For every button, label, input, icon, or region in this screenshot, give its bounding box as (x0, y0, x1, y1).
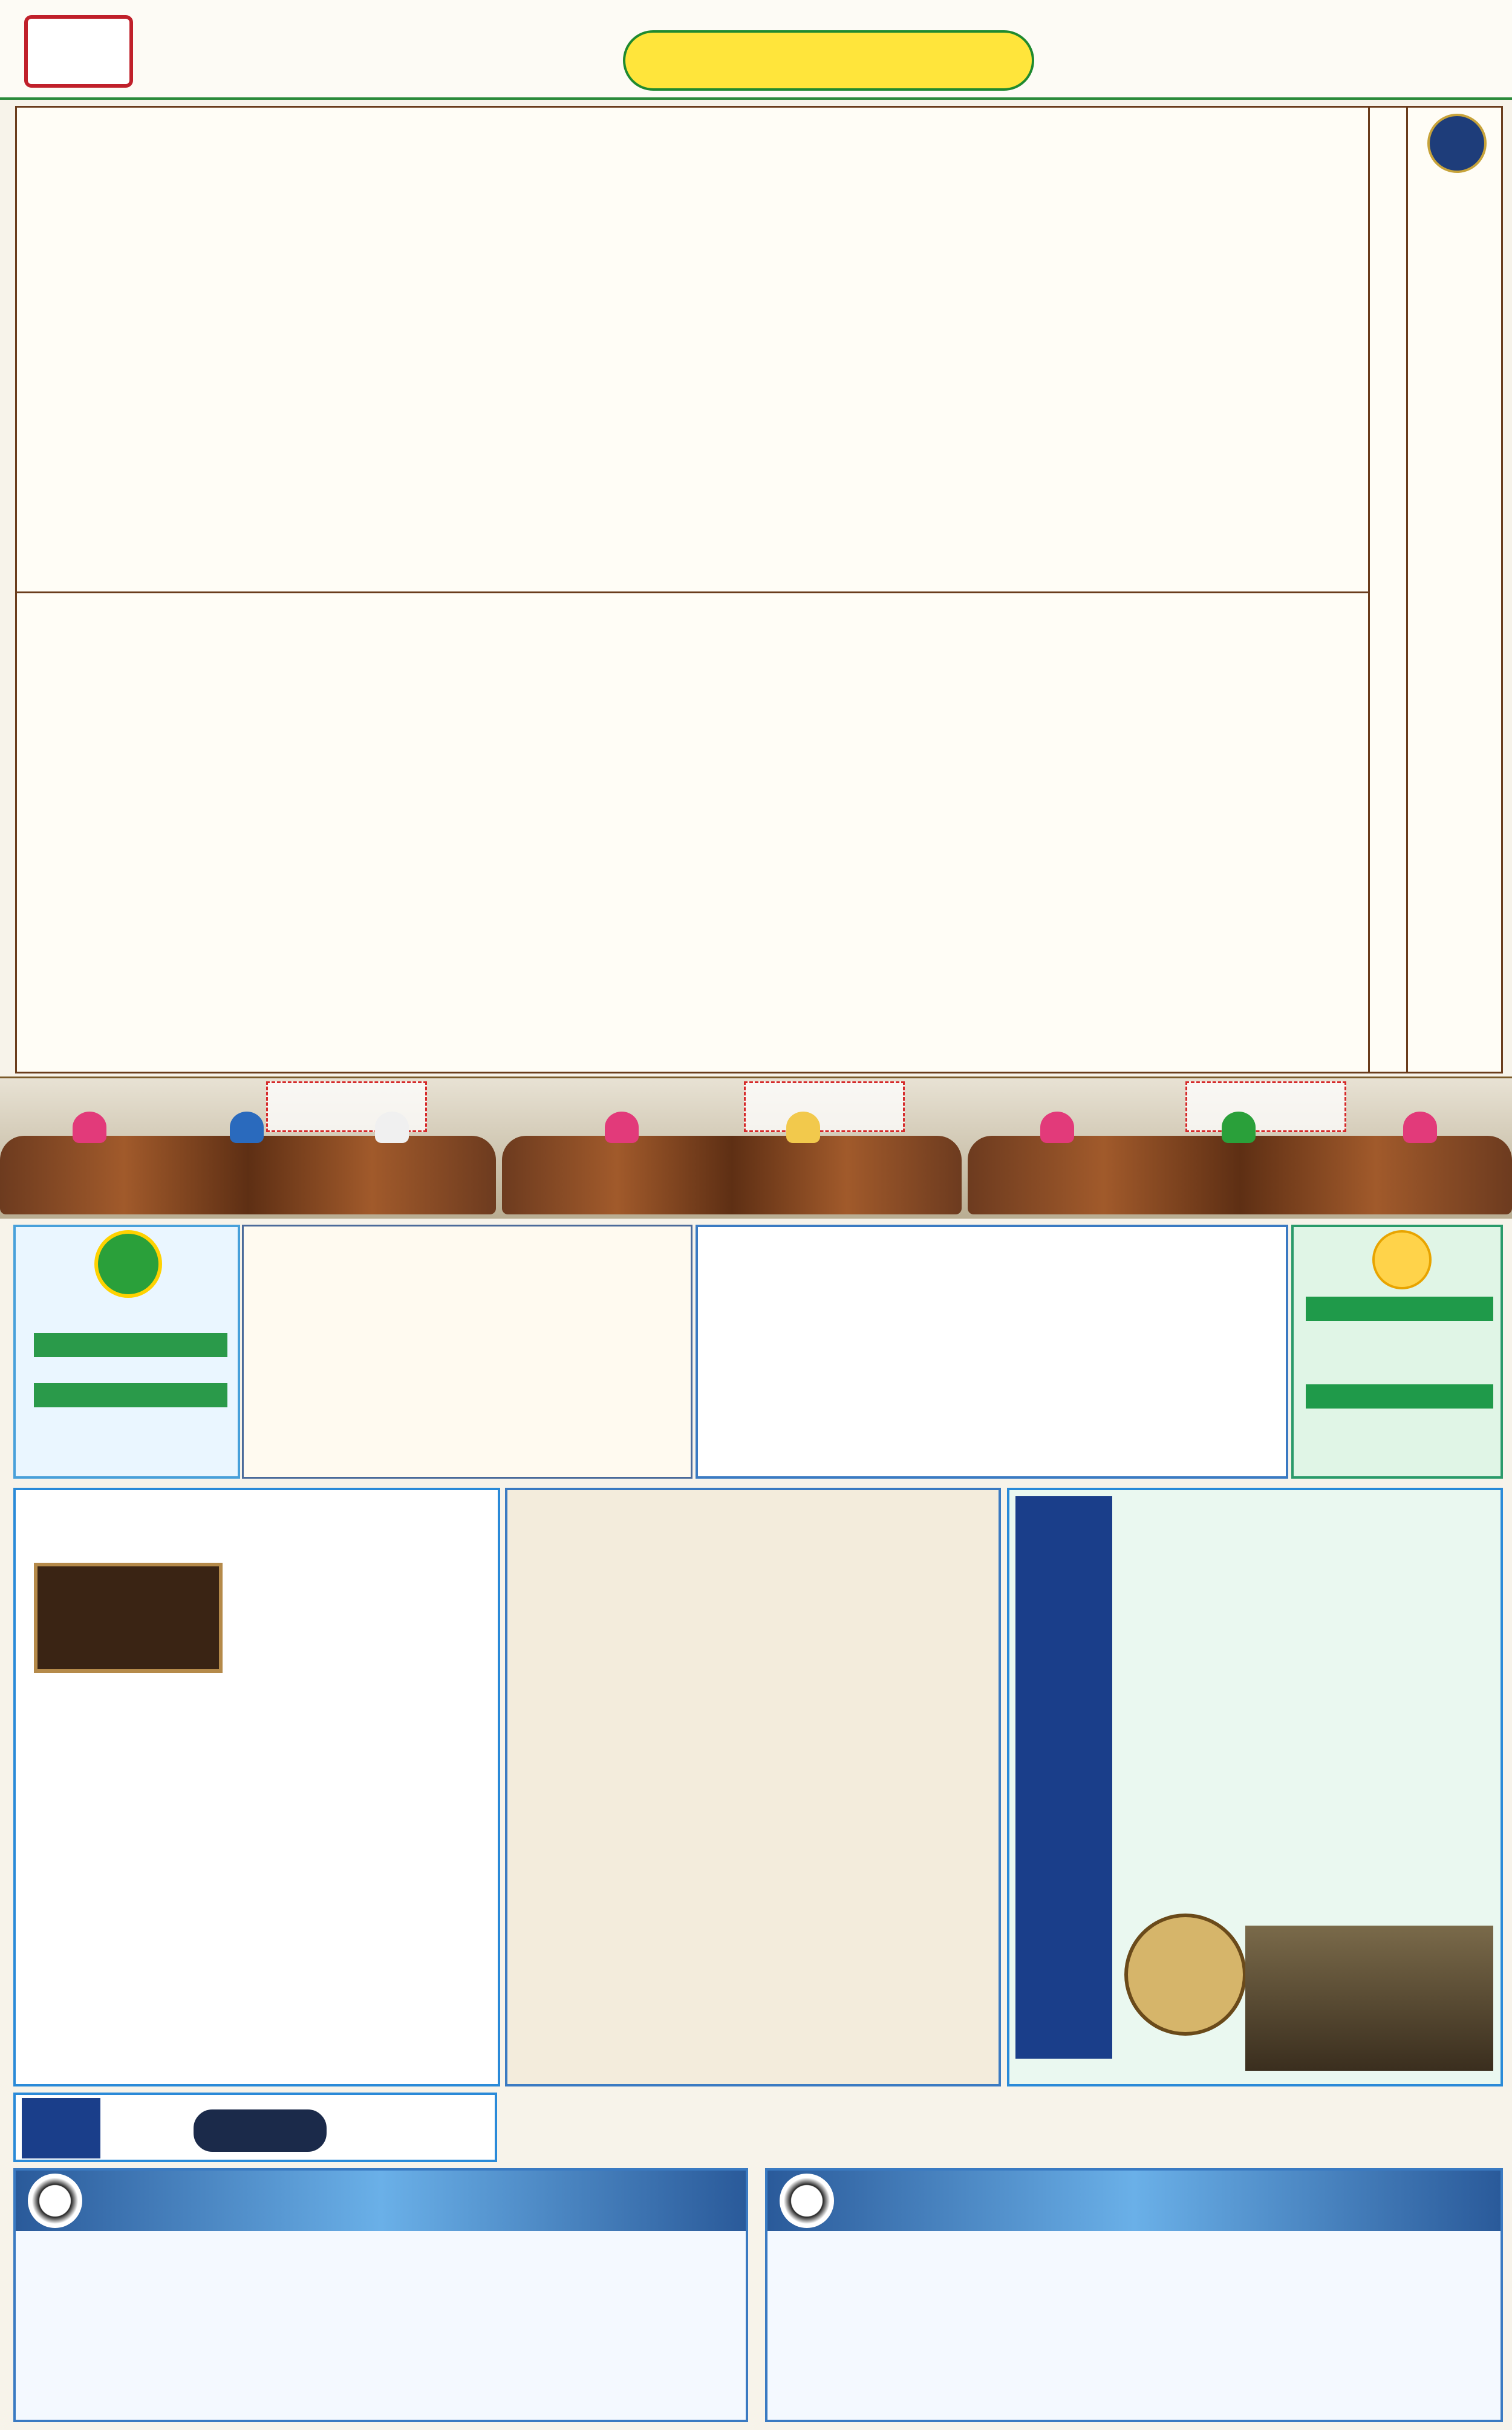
cold-picks-strip (0, 1077, 1512, 1219)
racehorse-photo-right (968, 1136, 1512, 1214)
soccer-banner (767, 2171, 1501, 2231)
jockey-silk-icon (1040, 1112, 1074, 1143)
abacus-image (34, 1563, 223, 1673)
q-badge-icon (1372, 1230, 1432, 1289)
issue-strip (13, 2093, 497, 2162)
jockey-silk-icon (605, 1112, 639, 1143)
race-row-top (17, 108, 1372, 588)
p-race-2 (34, 1383, 227, 1407)
article-vertical-headline (1015, 1496, 1112, 2059)
racehorse-photo-center (502, 1136, 962, 1214)
issue-number (22, 2098, 100, 2158)
article-iron-plate (13, 1488, 500, 2086)
p-race-1 (34, 1333, 227, 1357)
jockey-silk-icon (1403, 1112, 1437, 1143)
brand-logo (24, 15, 133, 88)
article-fengshui (1007, 1488, 1503, 2086)
jockey-silk-icon (375, 1112, 409, 1143)
soccer-ball-icon (780, 2174, 834, 2228)
selection-race-2 (1306, 1384, 1493, 1409)
masthead-banner (623, 30, 1034, 91)
soccer-odds-right (765, 2168, 1503, 2422)
qt-analysis-text (710, 1312, 1285, 1475)
race-tips-panel (242, 1225, 692, 1479)
cold-pick-3 (1185, 1081, 1346, 1132)
race-legend-column (1370, 106, 1406, 1073)
bagua-compass-icon (1124, 1914, 1246, 2036)
p-badge-icon (94, 1230, 162, 1298)
soccer-banner (16, 2171, 746, 2231)
jockey-silk-icon (786, 1112, 820, 1143)
selection-box (1291, 1225, 1503, 1479)
jockey-silk-icon (73, 1112, 106, 1143)
selection-race-1 (1306, 1297, 1493, 1321)
cold-pick-2 (744, 1081, 905, 1132)
race-card-grid (15, 106, 1370, 1073)
room-photo (1245, 1926, 1493, 2071)
jockey-silk-icon (230, 1112, 264, 1143)
soccer-ball-icon (28, 2174, 82, 2228)
racehorse-photo-left (0, 1136, 496, 1214)
side-headline-panel (1406, 106, 1503, 1073)
soccer-odds-left (13, 2168, 748, 2422)
qt-banker-box (696, 1225, 1288, 1479)
jockey-silk-icon (1222, 1112, 1256, 1143)
page-header (0, 0, 1512, 100)
article-body (516, 1502, 831, 2077)
article-december-ritual (505, 1488, 1001, 2086)
dzi-bead-icon (191, 2107, 329, 2154)
jockey-club-emblem-icon (1427, 114, 1487, 173)
banker-p-box (13, 1225, 240, 1479)
race-row-bottom (17, 591, 1372, 1074)
